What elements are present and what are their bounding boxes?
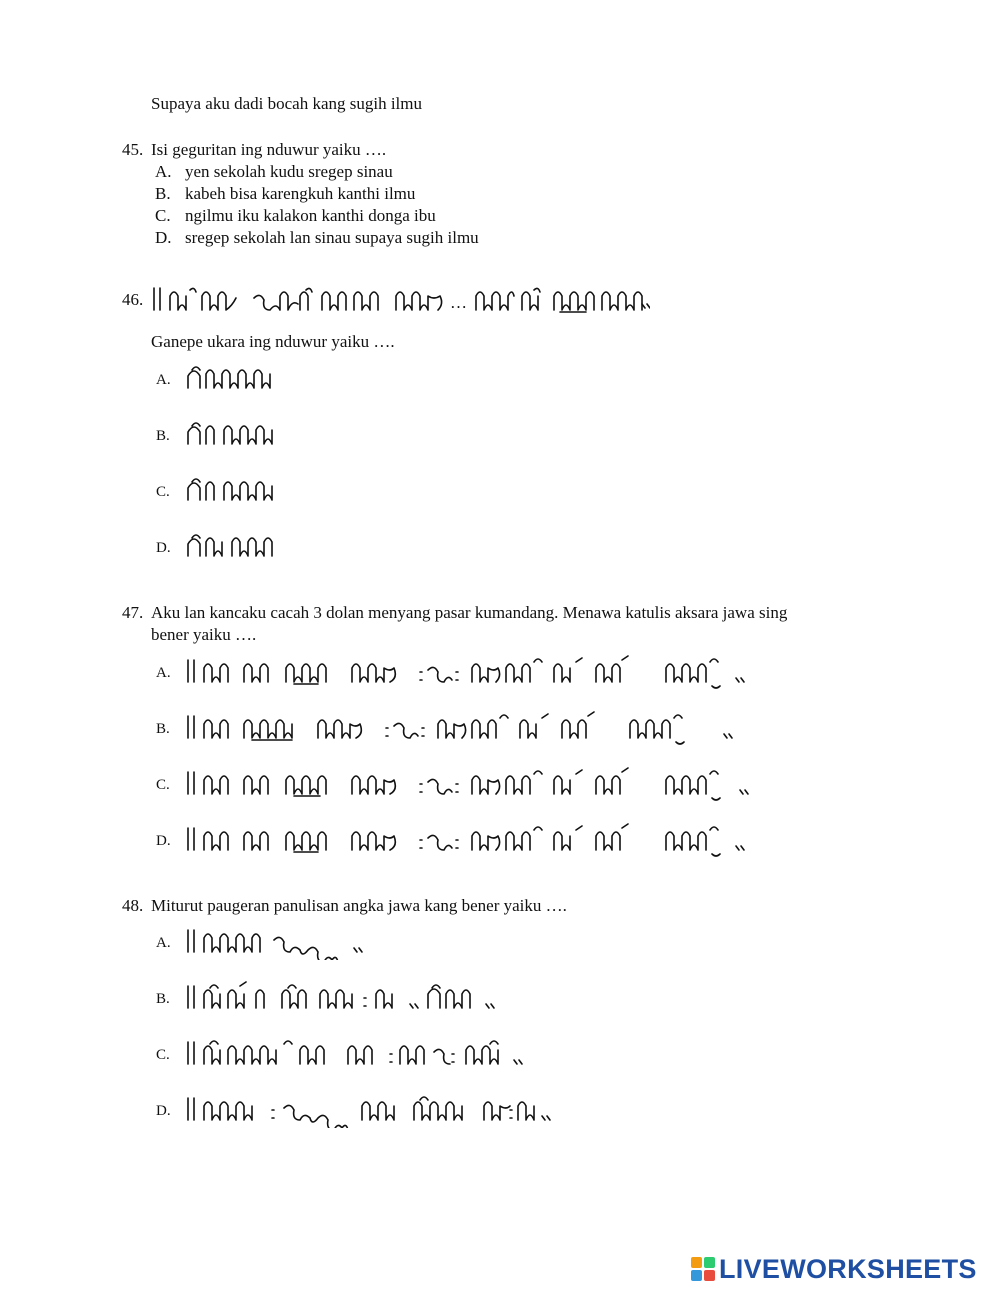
option-c[interactable]: C. [156, 777, 170, 793]
option-b[interactable]: B. [156, 991, 170, 1007]
javanese-script-option-d[interactable] [184, 1090, 564, 1128]
option-c[interactable]: C. [156, 484, 170, 500]
question-46-prompt: Ganepe ukara ing nduwur yaiku …. [151, 332, 395, 351]
option-a[interactable]: A. [156, 372, 171, 388]
option-d[interactable]: D. [156, 540, 171, 556]
option-letter: C. [155, 206, 171, 225]
question-46-number: 46. [122, 290, 144, 309]
logo-square [691, 1257, 702, 1268]
option-b[interactable] [155, 183, 479, 205]
option-d[interactable] [155, 227, 479, 249]
option-c[interactable]: C. [156, 1047, 170, 1063]
question-45 [122, 139, 479, 249]
javanese-script-option-b[interactable] [184, 708, 764, 746]
question-number: 48. [122, 896, 144, 915]
liveworksheets-logo-icon [691, 1257, 715, 1281]
question-text: Isi geguritan ing nduwur yaiku …. [151, 140, 387, 159]
liveworksheets-logo-text: LIVEWORKSHEETS [719, 1253, 977, 1284]
option-a[interactable] [155, 161, 479, 183]
option-b[interactable]: B. [156, 721, 170, 737]
javanese-script-option-d[interactable] [184, 820, 764, 858]
option-letter: D. [155, 228, 172, 247]
option-c[interactable] [155, 205, 479, 227]
option-b[interactable]: B. [156, 428, 170, 444]
option-text: kabeh bisa karengkuh kanthi ilmu [185, 184, 416, 203]
option-d[interactable]: D. [156, 833, 171, 849]
javanese-script-option-a[interactable] [184, 922, 384, 960]
question-text: Miturut paugeran panulisan angka jawa kang bener yaiku …. [151, 896, 567, 915]
intro-line: Supaya aku dadi bocah kang sugih ilmu [151, 94, 423, 113]
javanese-script-option-a[interactable] [184, 360, 294, 394]
option-a[interactable]: A. [156, 665, 171, 681]
option-text: sregep sekolah lan sinau supaya sugih ilmu [185, 228, 479, 247]
javanese-script-option-b[interactable] [184, 978, 514, 1016]
question-number: 45. [122, 140, 144, 159]
question-48 [122, 895, 567, 917]
option-letter: B. [155, 184, 171, 203]
option-text: yen sekolah kudu sregep sinau [185, 162, 393, 181]
question-text-line-1: Aku lan kancaku cacah 3 dolan menyang pasar kumandang. Menawa katulis aksara jawa sing [151, 603, 788, 622]
javanese-script-question-46 [150, 282, 650, 316]
javanese-script-option-d[interactable] [184, 528, 294, 562]
javanese-script-option-b[interactable] [184, 416, 294, 450]
logo-square [704, 1257, 715, 1268]
logo-square [704, 1270, 715, 1281]
javanese-script-option-a[interactable] [184, 652, 764, 690]
question-text-line-2: bener yaiku …. [151, 625, 257, 644]
logo-square [691, 1270, 702, 1281]
option-letter: A. [155, 162, 172, 181]
javanese-script-option-c[interactable] [184, 472, 294, 506]
javanese-script-option-c[interactable] [184, 764, 764, 802]
option-d[interactable]: D. [156, 1103, 171, 1119]
option-text: ngilmu iku kalakon kanthi donga ibu [185, 206, 436, 225]
javanese-script-option-c[interactable] [184, 1034, 544, 1072]
question-46-ellipsis: … [450, 293, 467, 312]
option-a[interactable]: A. [156, 935, 171, 951]
question-number: 47. [122, 603, 144, 622]
liveworksheets-logo [691, 1252, 977, 1286]
question-47 [122, 602, 912, 646]
